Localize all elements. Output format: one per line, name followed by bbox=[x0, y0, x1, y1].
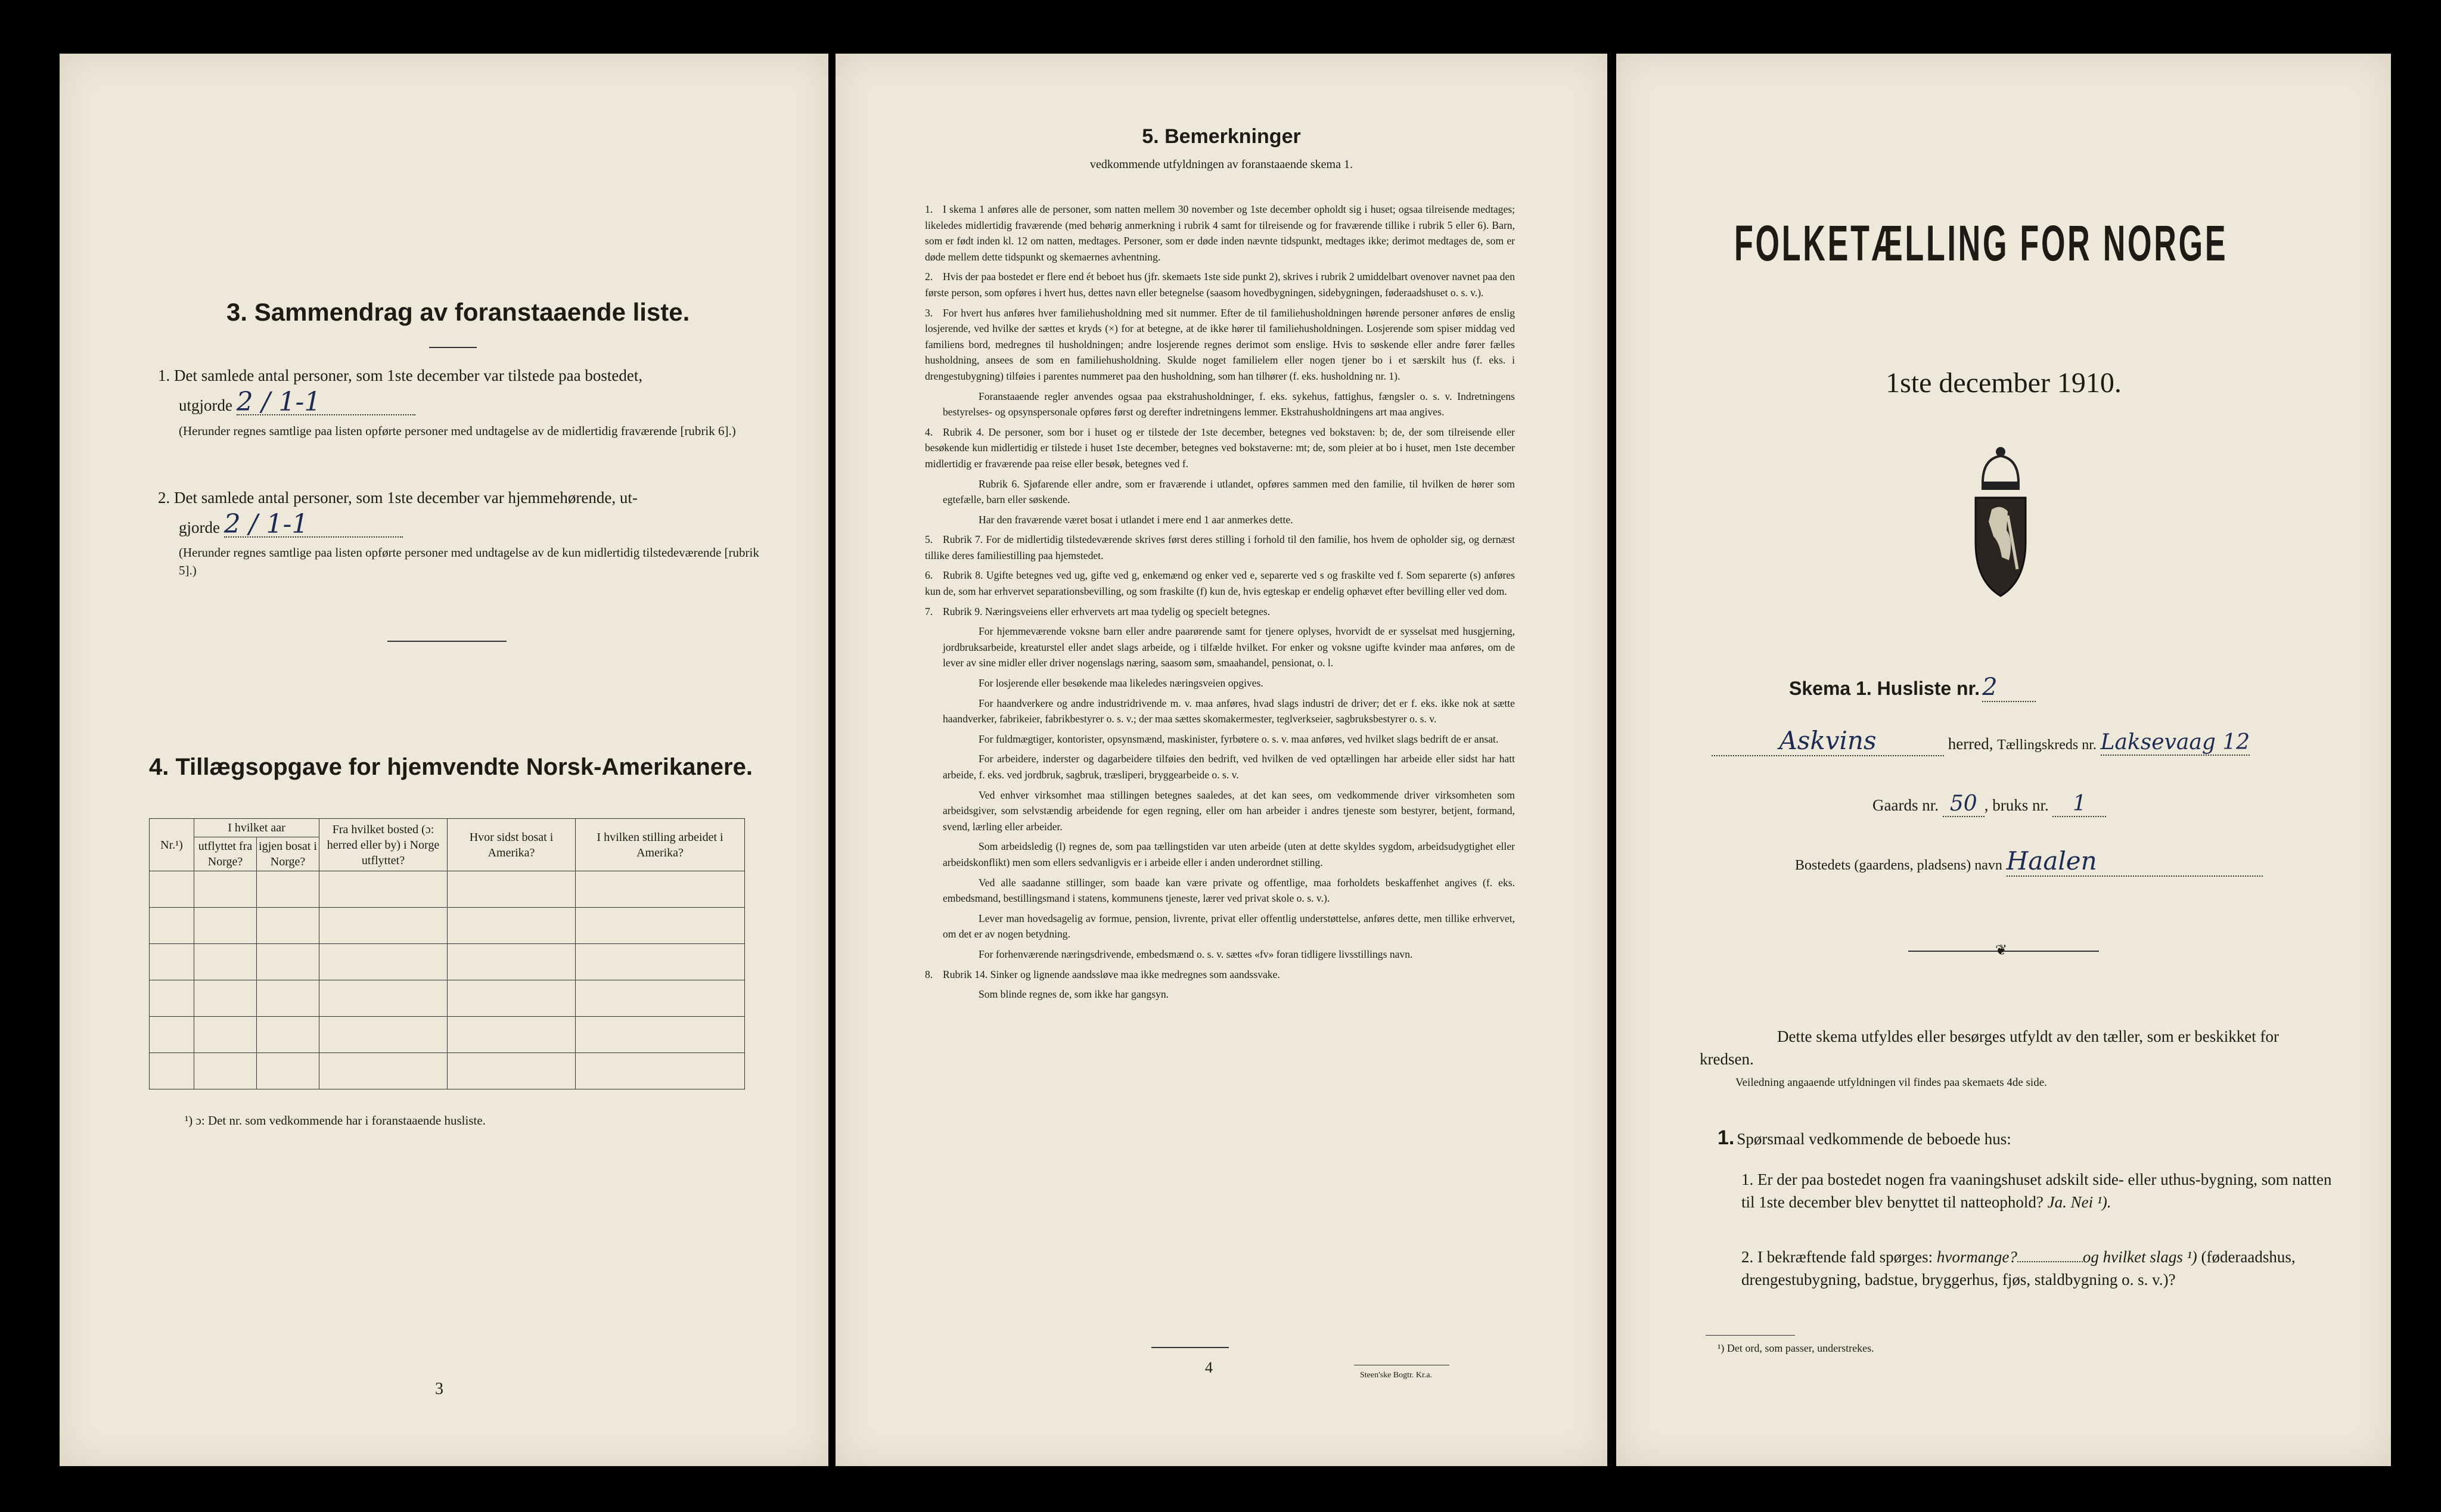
col-last-residence: Hvor sidst bosat i Amerika? bbox=[448, 819, 576, 871]
remark-item bbox=[925, 269, 1515, 300]
table-row bbox=[150, 944, 745, 980]
q1-answer: Ja. Nei ¹). bbox=[2047, 1193, 2111, 1211]
remark-text: For hvert hus anføres hver familiehusholdning med sit nummer. Efter de til familiehusholdningen hørende personer anføres de enslig losjerende, ved hvilke der sættes et kryds (×) for at betegne, at de ikke hører til familiehusholdningen. Losjerende som spiser middag ved familiens bord, medregnes til husholdningen; andre losjerende regnes derimot som enslige. Hvis to søskende eller andre fører fælles husholdning, ansees de som en familiehusholdning. Skulde noget familielem eller nogen tjener bo i et særskilt hus (f. eks. i drengestubygning) tilføies i parentes nummeret paa den husholdning, som han tilhører (f. eks. husholdning nr. 1). bbox=[925, 306, 1515, 382]
remark-number: 5. bbox=[925, 533, 933, 546]
remark-item bbox=[925, 424, 1515, 472]
remark-text: Rubrik 6. Sjøfarende eller andre, som er fraværende i utlandet, opføres sammen med den familie, til hvilken de hører som egtefælle, barn eller søskende. bbox=[943, 477, 1515, 506]
divider bbox=[1151, 1347, 1229, 1348]
remark-item bbox=[925, 675, 1515, 691]
remark-text: Rubrik 9. Næringsveiens eller erhvervets art maa tydelig og specielt betegnes. bbox=[943, 605, 1271, 617]
remark-number: 3. bbox=[925, 306, 933, 319]
remark-text: Som arbeidsledig (l) regnes de, som paa tællingstiden var uten arbeide (uten at dette skyldes sygdom, arbeidsudygtighet eller arbeidskonflikt) men som ellers sedvanligvis er i arbeide eller i anden underordnet stilling. bbox=[943, 840, 1515, 868]
krets-label: Tællingskreds nr. bbox=[1997, 737, 2097, 753]
remark-number: 8. bbox=[925, 968, 933, 980]
remark-number: 7. bbox=[925, 605, 933, 617]
remark-text: Hvis der paa bostedet er flere end ét beboet hus (jfr. skemaets 1ste side punkt 2), skrives i rubrik 2 umiddelbart ovenover navnet paa den første person, som opføres i hvert hus, dettes navn eller betegnelse (saasom hovedbygningen, sidebygningen, føderaadshuset o. s. v.). bbox=[925, 271, 1515, 299]
gaards-label: Gaards nr. bbox=[1872, 796, 1939, 814]
remark-text: For fuldmægtiger, kontorister, opsynsmænd, maskinister, fyrbøtere o. s. v. maa anføres, ved hvilket slags bedrift de er ansat. bbox=[979, 732, 1499, 745]
bruks-label: , bruks nr. bbox=[1984, 796, 2049, 814]
remark-text: For haandverkere og andre industridrivende m. v. maa anføres, hvad slags industri de driver; det er f. eks. ikke nok at sætte haandverker, fabrikeier, fabrikbestyrer o. s. v.; der maa sættes skomakermester, teglverkseier, sagbruksbestyrer o. s. v. bbox=[943, 697, 1515, 725]
table-footnote: ¹) ɔ: Det nr. som vedkommende har i foranstaaende husliste. bbox=[185, 1113, 486, 1128]
col-from-where: Fra hvilket bosted (ɔ: herred eller by) i Norge utflyttet? bbox=[319, 819, 448, 871]
item1-text: Det samlede antal personer, som 1ste december var tilstede paa bostedet, bbox=[174, 367, 643, 384]
remark-item bbox=[925, 696, 1515, 727]
remark-text: Rubrik 14. Sinker og lignende aandssløve maa ikke medregnes som aandssvake. bbox=[943, 968, 1280, 980]
norsk-amerikanere-table bbox=[149, 818, 745, 1089]
krets-value: Laksevaag 12 bbox=[2100, 730, 2250, 755]
remark-item bbox=[925, 946, 1515, 963]
page-number: 3 bbox=[435, 1380, 443, 1398]
col-group-year: I hvilket aar bbox=[194, 819, 319, 837]
remark-item bbox=[925, 731, 1515, 747]
item2-num: 2. bbox=[158, 489, 170, 507]
item2-value: 2 / 1-1 bbox=[224, 513, 403, 538]
q2-num: 2. bbox=[1741, 1248, 1754, 1266]
remark-number: 2. bbox=[925, 271, 933, 283]
remark-item bbox=[925, 389, 1515, 420]
item1-num: 1. bbox=[158, 367, 170, 384]
remark-item bbox=[925, 305, 1515, 384]
bruks-value: 1 bbox=[2052, 791, 2106, 817]
divider bbox=[429, 347, 477, 348]
census-date: 1ste december 1910. bbox=[1886, 367, 2122, 399]
page-number: 4 bbox=[1205, 1359, 1213, 1376]
divider bbox=[1706, 1335, 1795, 1336]
remark-item bbox=[925, 787, 1515, 835]
instruction-text: Dette skema utfyldes eller besørges utfyldt av den tæller, som er beskikket for kredsen. bbox=[1700, 1027, 2279, 1068]
bosted-label: Bostedets (gaardens, pladsens) navn bbox=[1795, 858, 2002, 873]
q2-text-a: I bekræftende fald spørges: bbox=[1757, 1248, 1933, 1266]
col-nr: Nr.¹) bbox=[150, 819, 194, 871]
table-row bbox=[150, 871, 745, 908]
remark-text: Ved enhver virksomhet maa stillingen betegnes saaledes, at det kan sees, om vedkommende driver virksomheten som arbeidsgiver, som selvstændig arbeidende for egen regning, eller om han arbeider i andres tjeneste som bestyrer, betjent, formand, svend, lærling eller arbeider. bbox=[943, 788, 1515, 833]
herred-value: Askvins bbox=[1712, 726, 1944, 756]
remark-item bbox=[925, 201, 1515, 265]
remark-item bbox=[925, 567, 1515, 599]
schema-label: Skema 1. Husliste nr. bbox=[1789, 678, 1980, 699]
remarks-title: 5. Bemerkninger bbox=[1142, 125, 1301, 148]
q1-num: 1. bbox=[1741, 1171, 1754, 1188]
q2-text-c: og hvilket slags ¹) bbox=[2082, 1248, 2197, 1266]
section4-title: 4. Tillægsopgave for hjemvendte Norsk-Amerikanere. bbox=[149, 754, 753, 780]
section3-title: 3. Sammendrag av foranstaaende liste. bbox=[226, 298, 690, 326]
item1-note: (Herunder regnes samtlige paa listen opførte personer med undtagelse av de midlertidig fraværende [rubrik 6].) bbox=[179, 424, 736, 438]
remark-item bbox=[925, 986, 1515, 1002]
q-heading-num: 1. bbox=[1718, 1126, 1735, 1149]
col-emigrated: utflyttet fra Norge? bbox=[194, 837, 257, 871]
remark-item bbox=[925, 512, 1515, 528]
item2-note: (Herunder regnes samtlige paa listen opførte personer med undtagelse av de kun midlertidig tilstedeværende [rubrik 5].) bbox=[179, 545, 759, 578]
remark-text: For forhenværende næringsdrivende, embedsmænd o. s. v. sættes «fv» foran tidligere livsstillings navn. bbox=[979, 948, 1413, 960]
remark-item bbox=[925, 875, 1515, 906]
remark-item bbox=[925, 476, 1515, 508]
remark-text: Som blinde regnes de, som ikke har gangsyn. bbox=[979, 988, 1169, 1001]
page-middle bbox=[836, 54, 1607, 1466]
remark-item bbox=[925, 967, 1515, 983]
husliste-nr: 2 bbox=[1982, 673, 2036, 702]
remark-item bbox=[925, 604, 1515, 620]
gaards-value: 50 bbox=[1943, 791, 1985, 817]
remark-text: Foranstaaende regler anvendes ogsaa paa ekstrahusholdninger, f. eks. sykehus, fattighus, fængsler o. s. v. Indretningens bestyrelses- og opsynspersonale opføres først og derefter indretningens lemmer. Ekstrahusholdningens art maa angives. bbox=[943, 390, 1515, 418]
remark-text: Ved alle saadanne stillinger, som baade kan være private og offentlige, maa forholdets beskaffenhet angives (f. eks. embedsmand, bestillingsmand i statens, kommunens tjeneste, lærer ved privat skole o. s. v.). bbox=[943, 876, 1515, 905]
remark-text: For hjemmeværende voksne barn eller andre paarørende samt for tjenere oplyses, hvorvidt de er sysselsat med husgjerning, jordbruksarbeide, kreaturstel eller andet slags arbeide, og i tilfælde hvilket. For enker og voksne ugifte kvinder maa anføres, om de lever av sine midler eller driver nogenslags næring, saasom søm, smaahandel, pensionat, o. l. bbox=[943, 625, 1515, 669]
table-row bbox=[150, 1017, 745, 1053]
herred-label: herred, bbox=[1948, 735, 1993, 753]
remark-item bbox=[925, 839, 1515, 870]
page-right bbox=[1616, 54, 2391, 1466]
q-heading: Spørsmaal vedkommende de beboede hus: bbox=[1737, 1130, 2011, 1148]
remark-text: Rubrik 4. De personer, som bor i huset og er tilstede der 1ste december, betegnes ved bokstaven: b; de, der som tilreisende eller besøkende kun midlertidig er tilstede i huset 1ste december, betegnes ved bokstaverne: mt; de, som pleier at bo i huset, men 1ste december midlertidig er fraværende paa reise eller besøk, betegnes ved f. bbox=[925, 426, 1515, 470]
q2-text-d: (føderaadshus, drengestubygning, badstue, bryggerhus, fjøs, staldbygning o. s. v.)? bbox=[1741, 1248, 2296, 1289]
remarks-subtitle: vedkommende utfyldningen av foranstaaende skema 1. bbox=[1090, 158, 1353, 171]
q2-text-b: hvormange? bbox=[1936, 1248, 2017, 1266]
footnote: ¹) Det ord, som passer, understrekes. bbox=[1718, 1342, 1874, 1354]
printer-imprint: Steen'ske Bogtr. Kr.a. bbox=[1360, 1371, 1433, 1380]
remark-text: For arbeidere, inderster og dagarbeidere tilføies den bedrift, ved hvilken de ved optællingen har arbeide eller sidst har hatt arbeide, f. eks. ved jordbruk, sagbruk, træsliperi, bryggearbeide o. s. v. bbox=[943, 753, 1515, 781]
remark-text: Har den fraværende været bosat i utlandet i mere end 1 aar anmerkes dette. bbox=[979, 513, 1293, 526]
remark-number: 6. bbox=[925, 569, 933, 582]
bosted-value: Haalen bbox=[2007, 846, 2263, 877]
instruction-note: Veiledning angaaende utfyldningen vil findes paa skemaets 4de side. bbox=[1735, 1076, 2047, 1089]
remark-text: I skema 1 anføres alle de personer, som natten mellem 30 november og 1ste december opholdt sig i huset; ogsaa tilreisende medtages; likeledes midlertidig fraværende (med behørig anmerkning i rubrik 4 samt for tilreisende og for fraværende tillike i rubrik 5 eller 6). Barn, som er født inden kl. 12 om natten, medtages. Personer, som er døde inden nævnte tidspunkt, medtages ikke; derimot medtages de, som er døde mellem dette tidspunkt og skemaernes avhentning. bbox=[925, 203, 1515, 263]
remark-item bbox=[925, 751, 1515, 783]
remark-text: Rubrik 7. For de midlertidig tilstedeværende skrives først deres stilling i forhold til den familie, hos hvem de opholder sig, og dernæst tillike deres familiestilling paa hjemstedet. bbox=[925, 533, 1515, 561]
census-title: FOLKETÆLLING FOR NORGE bbox=[1734, 215, 2228, 271]
remark-text: For losjerende eller besøkende maa likeledes næringsveien opgives. bbox=[979, 677, 1263, 690]
q1-text: Er der paa bostedet nogen fra vaaningshuset adskilt side- eller uthus-bygning, som natten til 1ste december blev benyttet til natteophold? bbox=[1741, 1171, 2332, 1211]
table-row bbox=[150, 1053, 745, 1089]
col-occupation: I hvilken stilling arbeidet i Amerika? bbox=[576, 819, 745, 871]
table-row bbox=[150, 908, 745, 944]
remark-text: Lever man hovedsagelig av formue, pension, livrente, privat eller offentlig understøttelse, anføres dette, men tillike erhvervet, om det er av nogen betydning. bbox=[943, 912, 1515, 940]
remark-item bbox=[925, 623, 1515, 671]
remark-number: 1. bbox=[925, 203, 933, 215]
coat-of-arms-icon bbox=[1965, 441, 2036, 602]
page-left bbox=[60, 54, 828, 1466]
remark-item bbox=[925, 532, 1515, 563]
remark-number: 4. bbox=[925, 426, 933, 438]
divider bbox=[387, 641, 507, 642]
item2-text: Det samlede antal personer, som 1ste december var hjemmehørende, ut- bbox=[174, 489, 638, 507]
remarks-list bbox=[925, 201, 1515, 1007]
table-row bbox=[150, 980, 745, 1017]
col-returned: igjen bosat i Norge? bbox=[257, 837, 319, 871]
item1-value: 2 / 1-1 bbox=[237, 390, 415, 415]
remark-item bbox=[925, 911, 1515, 942]
item2-label: gjorde bbox=[179, 519, 220, 536]
ornament-icon: ❦ bbox=[1995, 943, 2008, 958]
remark-text: Rubrik 8. Ugifte betegnes ved ug, gifte ved g, enkemænd og enker ved e, separerte ved s og fraskilte ved f. Som separerte (s) anføres kun de, som har erhvervet separationsbevilling, og som fraskilte (f) kun de, hvis egteskap er endelig ophævet efter bevilling eller ved dom. bbox=[925, 569, 1515, 598]
item1-label: utgjorde bbox=[179, 396, 232, 414]
